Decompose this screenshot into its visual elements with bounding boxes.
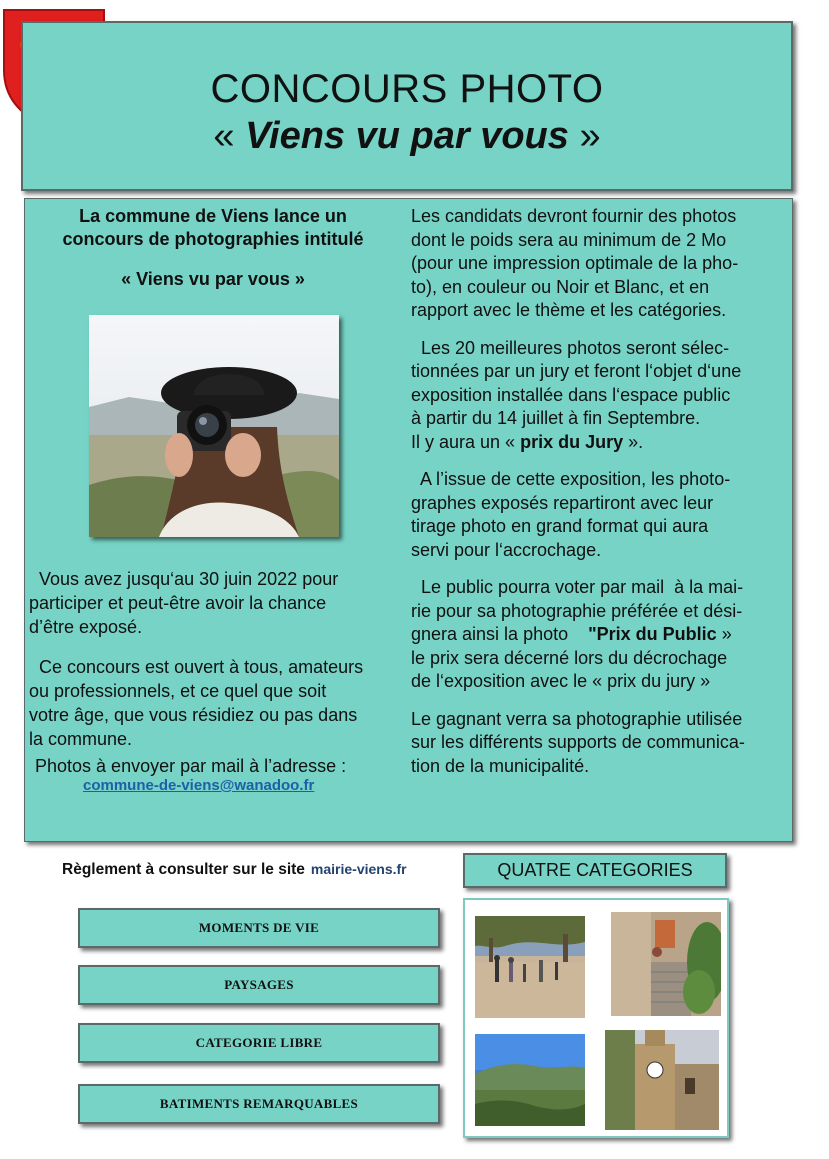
text-line: to), en couleur ou Noir et Blanc, et en [411, 276, 710, 297]
send-instructions: Photos à envoyer par mail à l’adresse : [35, 756, 347, 776]
text-line: tion de la municipalité. [411, 755, 590, 776]
deadline-paragraph [29, 567, 401, 639]
text-line: servi pour l‘accrochage. [411, 539, 602, 560]
submission-paragraph [411, 205, 791, 323]
site-link[interactable]: mairie-viens.fr [310, 861, 407, 877]
left-column [27, 205, 399, 291]
intro-heading-line: La commune de Viens lance un [79, 206, 347, 226]
prix-jury-label: prix du Jury [520, 431, 624, 452]
jury-paragraph [411, 337, 791, 455]
eligibility-paragraph [29, 655, 401, 751]
main-panel [24, 198, 793, 842]
text-line: dont le poids sera au minimum de 2 Mo [411, 229, 727, 250]
text-line: tionnées par un jury et feront l‘objet d‘une [411, 361, 742, 381]
intro-subheading: « Viens vu par vous » [121, 269, 305, 289]
public-vote-paragraph [411, 576, 791, 694]
prix-public-label: "Prix du Public [588, 624, 717, 644]
text-line: votre âge, que vous résidiez ou pas dans [29, 705, 358, 725]
text-fragment: Il y aura un « [411, 431, 521, 452]
text-line: Vous avez jusqu‘au 30 juin 2022 pour [29, 569, 339, 589]
photo-moments-de-vie [475, 916, 585, 1018]
text-line [411, 623, 791, 647]
text-line [411, 431, 791, 455]
text-line: ou professionnels, et ce quel que soit [29, 681, 327, 701]
text-line: le prix sera décerné lors du décrochage [411, 647, 728, 668]
page-subtitle [23, 115, 791, 158]
text-line: Les candidats devront fournir des photos [411, 206, 737, 226]
text-line: (pour une impression optimale de la pho- [411, 253, 739, 273]
text-fragment: gnera ainsi la photo [411, 624, 589, 644]
header-banner [21, 21, 793, 191]
text-line: Ce concours est ouvert à tous, amateurs [29, 657, 364, 677]
text-line: rapport avec le thème et les catégories. [411, 300, 727, 320]
text-line: d’être exposé. [29, 617, 143, 637]
email-link[interactable]: commune-de-viens@wanadoo.fr [83, 777, 315, 794]
intro-heading-line: concours de photographies intitulé [62, 229, 364, 249]
title-close-quote: » [568, 115, 601, 157]
text-line: A l’issue de cette exposition, les photo- [411, 469, 731, 489]
text-line: exposition installée dans l‘espace public [411, 384, 731, 405]
exhibition-paragraph [411, 468, 791, 562]
text-line: tirage photo en grand format qui aura [411, 516, 709, 536]
winner-paragraph [411, 708, 791, 779]
text-line: rie pour sa photographie préférée et dési- [411, 600, 743, 621]
page-title: CONCOURS PHOTO [210, 67, 604, 111]
text-line: à partir du 14 juillet à fin Septembre. [411, 408, 701, 428]
intro-heading [27, 205, 399, 251]
categories-title: QUATRE CATEGORIES [463, 853, 727, 888]
category-moments-de-vie: MOMENTS DE VIE [78, 908, 440, 948]
title-open-quote: « [213, 115, 246, 157]
rules-notice [62, 861, 407, 879]
title-italic: Viens vu par vous [245, 115, 569, 157]
rules-text: Règlement à consulter sur le site [62, 861, 305, 878]
text-line: participer et peut-être avoir la chance [29, 593, 327, 613]
category-photo-gallery [463, 898, 729, 1138]
text-line: de l‘exposition avec le « prix du jury » [411, 671, 711, 691]
text-line: Le gagnant verra sa photographie utilisée [411, 708, 743, 729]
text-line: Le public pourra voter par mail à la mai- [411, 577, 744, 597]
photo-stairs [611, 912, 721, 1016]
photo-paysages [475, 1034, 585, 1126]
text-fragment: ». [623, 431, 644, 452]
category-libre: CATEGORIE LIBRE [78, 1023, 440, 1063]
text-line: Les 20 meilleures photos seront sélec- [411, 337, 730, 358]
text-line: graphes exposés repartiront avec leur [411, 492, 714, 513]
category-paysages: PAYSAGES [78, 965, 440, 1005]
text-line: la commune. [29, 729, 133, 749]
photo-batiments [605, 1030, 719, 1130]
category-batiments: BATIMENTS REMARQUABLES [78, 1084, 440, 1124]
photographer-image [89, 315, 339, 537]
text-fragment: » [716, 624, 732, 644]
text-line: sur les différents supports de communica- [411, 732, 745, 752]
right-column [411, 205, 791, 778]
